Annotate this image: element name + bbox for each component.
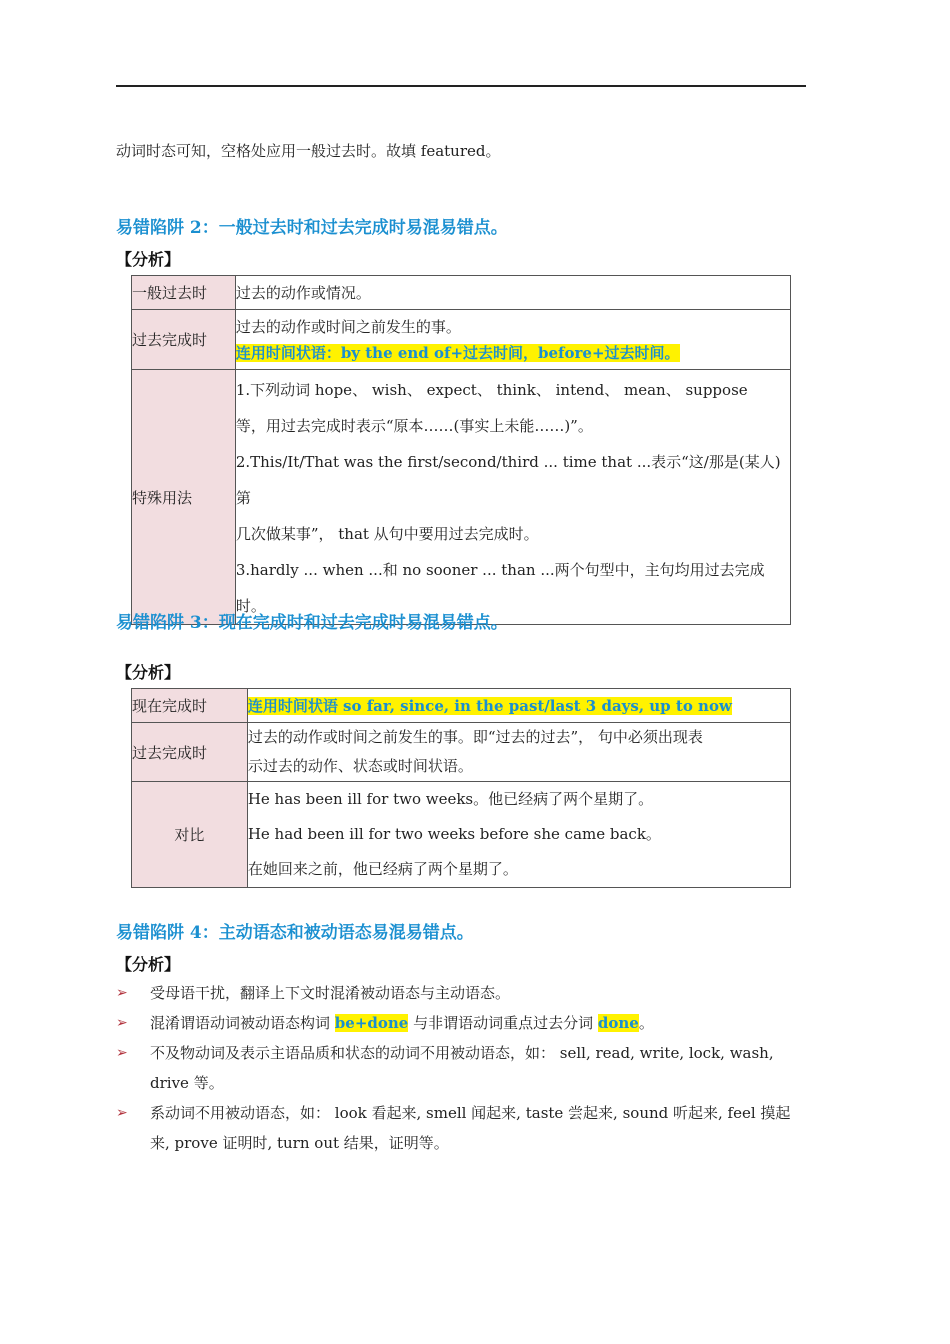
table-row [132,723,791,782]
table-row [132,689,791,723]
bullet-text: 不及物动词及表示主语品质和状态的动词不用被动语态，如： sell, read, write, lock, wash, [150,1044,774,1062]
row-label: 特殊用法 [132,370,236,625]
section2-analysis-label: 【分析】 [116,250,181,269]
table-row [132,782,791,888]
row-label: 对比 [132,782,248,888]
row-line: 在她回来之前，他已经病了两个星期了。 [247,860,518,878]
highlight-text: be+done [334,1014,409,1032]
bullet-text: 。 [638,1014,654,1032]
highlight-text: 连用时间状语：by the end of+过去时间，before+过去时间。 [235,343,680,362]
row-label: 一般过去时 [132,276,236,310]
bullet-text: 来, prove 证明时, turn out 结果，证明等。 [150,1134,449,1152]
row-line: 2.This/It/That was the first/second/third ... time that ...表示“这/那是(某人)第 [235,453,781,507]
header-rule [116,85,806,87]
highlight-text: done [597,1014,639,1032]
row-line: 过去的动作或时间之前发生的事。即“过去的过去”， 句中必须出现表 [247,728,703,746]
list-item [116,1038,808,1098]
row-label: 过去完成时 [132,310,236,370]
row-line: 示过去的动作、状态或时间状语。 [247,757,473,775]
row-content: 过去的动作或情况。 [235,276,790,310]
row-line: 时。 [235,597,266,615]
arrow-bullet-icon: ➢ [116,1015,128,1031]
row-line: 几次做某事”， that 从句中要用过去完成时。 [235,525,539,543]
section4-bullet-list [116,978,808,1158]
section3-table [131,688,791,888]
list-item [116,1008,808,1038]
row-line: He has been ill for two weeks。他已经病了两个星期了。 [247,790,654,808]
table-row [132,370,791,625]
section2-table [131,275,791,625]
table-row [132,276,791,310]
row-label: 过去完成时 [132,723,248,782]
list-item [116,1098,808,1158]
row-line: 1.下列动词 hope、 wish、 expect、 think、 intend、 mean、 suppose [235,381,748,399]
bullet-text: drive 等。 [150,1074,224,1092]
row-line: 等，用过去完成时表示“原本……(事实上未能……)”。 [235,417,593,435]
section2-heading: 易错陷阱 2：一般过去时和过去完成时易混易错点。 [116,218,508,238]
table-row [132,310,791,370]
arrow-bullet-icon: ➢ [116,1105,128,1121]
section3-heading: 易错陷阱 3：现在完成时和过去完成时易混易错点。 [116,613,508,633]
section4-analysis-label: 【分析】 [116,955,181,974]
bullet-text: 系动词不用被动语态，如： look 看起来, smell 闻起来, taste 尝起来, sound 听起来, feel 摸起 [150,1104,791,1122]
section3-analysis-label: 【分析】 [116,663,181,682]
row-content: 过去的动作或时间之前发生的事。 [235,317,461,336]
arrow-bullet-icon: ➢ [116,1045,128,1061]
row-line: 3.hardly ... when ...和 no sooner ... than ...两个句型中，主句均用过去完成 [235,561,765,579]
highlight-text: 连用时间状语 so far, since, in the past/last 3 days, up to now [247,697,732,715]
bullet-text: 混淆谓语动词被动语态构词 [150,1014,335,1032]
section4-heading: 易错陷阱 4：主动语态和被动语态易混易错点。 [116,923,474,943]
bullet-text: 受母语干扰，翻译上下文时混淆被动语态与主动语态。 [150,984,511,1002]
list-item [116,978,808,1008]
row-label: 现在完成时 [132,689,248,723]
bullet-text: 与非谓语动词重点过去分词 [408,1014,598,1032]
arrow-bullet-icon: ➢ [116,985,128,1001]
row-line: He had been ill for two weeks before she came back。 [247,825,661,843]
intro-paragraph: 动词时态可知，空格处应用一般过去时。故填 featured。 [116,142,501,160]
